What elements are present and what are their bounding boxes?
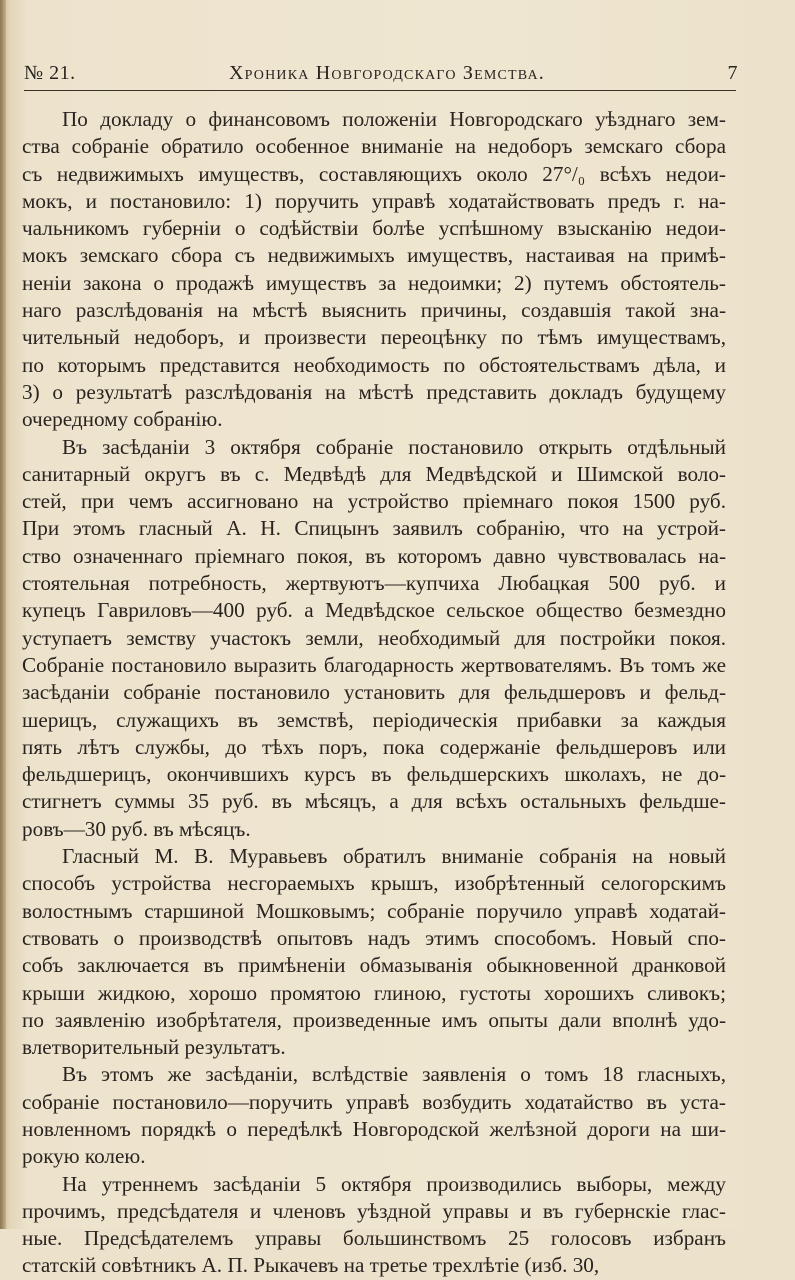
text-line: мокъ земскаго сбора съ недвижимыхъ имуществъ, настаивая на примѣ- xyxy=(22,243,726,268)
text-line: рокую колею. xyxy=(22,1144,146,1169)
text-line: мокъ, и постановило: 1) поручить управѣ ходатайствовать предъ г. на- xyxy=(22,188,726,213)
running-header xyxy=(24,60,738,90)
text-line: крыши жидкою, хорошо промятою глиною, густоты хорошихъ сливокъ; xyxy=(22,980,726,1005)
page-number: 7 xyxy=(727,62,738,84)
header-rule xyxy=(24,90,736,91)
text-line: чальникомъ губерніи о содѣйствіи болѣе успѣшному взысканію недои- xyxy=(22,216,726,241)
text-line: ство означеннаго пріемнаго покоя, въ которомъ давно чувствовалась на- xyxy=(22,543,726,568)
text-line: пять лѣтъ службы, до тѣхъ поръ, пока содержаніе фельдшеровъ или xyxy=(22,734,726,759)
text-line: собраніе постановило—поручить управѣ возбудить ходатайство въ уста- xyxy=(22,1089,726,1114)
issue-number: № 21. xyxy=(24,62,76,84)
text-line: ные. Предсѣдателемъ управы большинствомъ 25 голосовъ избранъ xyxy=(22,1226,726,1251)
text-line: засѣданіи собраніе постановило установить для фельдшеровъ и фельд- xyxy=(22,680,726,705)
text-line: 3) о результатѣ разслѣдованія на мѣстѣ представить докладъ будущему xyxy=(22,379,726,404)
text-line: уступаетъ земству участокъ земли, необходимый для постройки покоя. xyxy=(22,625,726,650)
text-line: Гласный М. В. Муравьевъ обратилъ вниманіе собранія на новый xyxy=(62,844,726,869)
text-line: стей, при чемъ ассигновано на устройство пріемнаго покоя 1500 руб. xyxy=(22,489,726,514)
text-line: влетворительный результатъ. xyxy=(22,1035,286,1060)
text-line: чительный недоборъ, и произвести переоцѣнку по тѣмъ имуществамъ, xyxy=(22,325,726,350)
text-line: по заявленію изобрѣтателя, произведенные имъ опыты дали вполнѣ удо- xyxy=(22,1007,726,1032)
text-line: ровъ—30 руб. въ мѣсяцъ. xyxy=(22,816,251,841)
text-line: На утреннемъ засѣданіи 5 октября производились выборы, между xyxy=(62,1171,726,1196)
text-line: купецъ Гавриловъ—400 руб. а Медвѣдское сельское общество безмездно xyxy=(22,598,726,623)
text-line: собъ заключается въ примѣненіи обмазыванія обыкновенной дранковой xyxy=(22,953,726,978)
text-line: новленномъ порядкѣ о передѣлкѣ Новгородской желѣзной дороги на ши- xyxy=(22,1116,726,1141)
paragraph xyxy=(22,434,726,843)
text-line: съ недвижимыхъ имуществъ, составляющихъ около 27°/₀ всѣхъ недои- xyxy=(22,161,726,186)
text-line: фельдшерицъ, окончившихъ курсъ въ фельдшерскихъ школахъ, не до- xyxy=(22,762,726,787)
text-line: Въ этомъ же засѣданіи, вслѣдствіе заявленія о томъ 18 гласныхъ, xyxy=(62,1062,726,1087)
text-line: Собраніе постановило выразить благодарность жертвователямъ. Въ томъ же xyxy=(22,652,726,677)
body-text xyxy=(22,106,726,1280)
text-line: стигнетъ суммы 35 руб. въ мѣсяцъ, а для всѣхъ остальныхъ фельдше- xyxy=(22,789,726,814)
text-line: неніи закона о продажѣ имуществъ за недоимки; 2) путемъ обстоятель- xyxy=(22,270,726,295)
text-line: стоятельная потребность, жертвуютъ—купчиха Любацкая 500 руб. и xyxy=(22,571,726,596)
text-line: статскій совѣтникъ А. П. Рыкачевъ на третье трехлѣтіе (изб. 30, xyxy=(22,1253,600,1278)
book-spine-edge xyxy=(0,0,6,1229)
paragraph xyxy=(22,843,726,1061)
text-line: прочимъ, предсѣдателя и членовъ уѣздной управы и въ губернскіе глас- xyxy=(22,1198,726,1223)
text-line: очередному собранію. xyxy=(22,407,223,432)
text-line: наго разслѣдованія на мѣстѣ выяснить причины, создавшія такой зна- xyxy=(22,298,726,323)
paragraph xyxy=(22,106,726,434)
text-line: шерицъ, служащихъ въ земствѣ, періодическія прибавки за каждыя xyxy=(22,707,726,732)
text-line: ства собраніе обратило особенное вниманіе на недоборъ земскаго сбора xyxy=(22,134,726,159)
running-title: Хроника Новгородскаго Земства. xyxy=(229,62,545,84)
text-line: Въ засѣданіи 3 октября собраніе постановило открыть отдѣльный xyxy=(62,434,726,459)
text-line: По докладу о финансовомъ положеніи Новгородскаго уѣзднаго зем- xyxy=(62,107,726,131)
text-line: санитарный округъ въ с. Медвѣдѣ для Медвѣдской и Шимской воло- xyxy=(22,461,726,486)
text-line: ствовать о производствѣ опытовъ надъ этимъ способомъ. Новый спо- xyxy=(22,925,726,950)
text-line: волостнымъ старшиной Мошковымъ; собраніе поручило управѣ ходатай- xyxy=(22,898,726,923)
paragraph xyxy=(22,1061,726,1170)
paragraph xyxy=(22,1171,726,1280)
text-line: способъ устройства несгораемыхъ крышъ, изобрѣтенный селогорскимъ xyxy=(22,871,726,896)
text-line: При этомъ гласный А. Н. Спицынъ заявилъ собранію, что на устрой- xyxy=(22,516,726,541)
text-line: по которымъ представится необходимость по обстоятельствамъ дѣла, и xyxy=(22,352,726,377)
